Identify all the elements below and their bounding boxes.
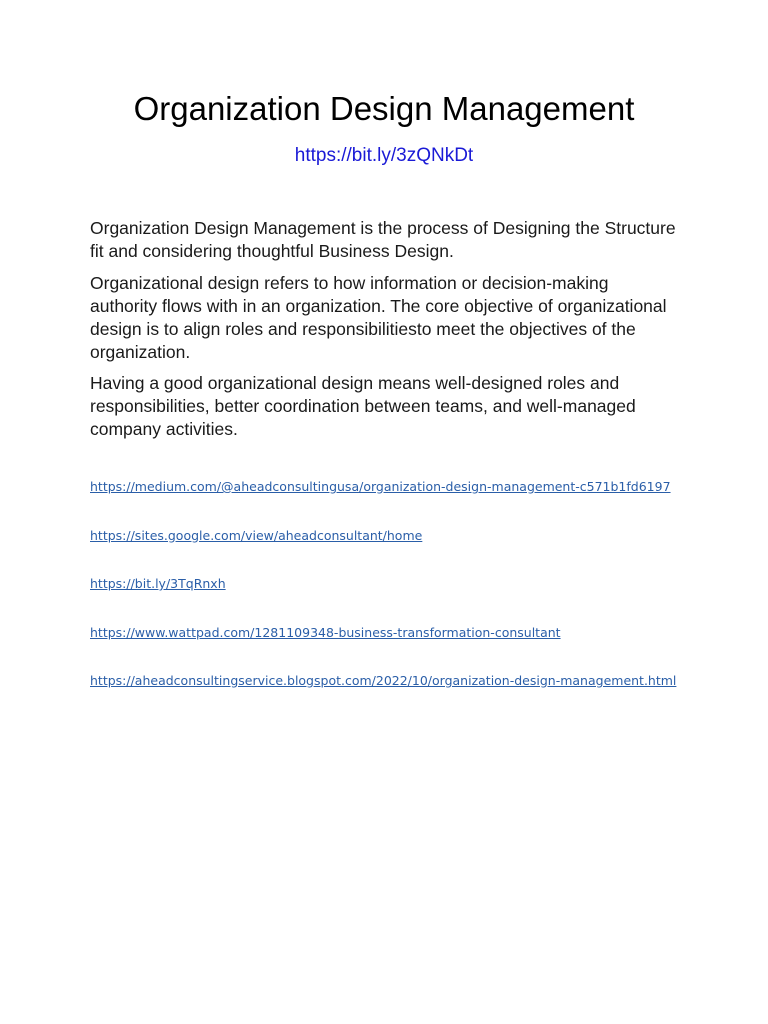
paragraph-definition: Organizational design refers to how information or decision-making authority flows with in an organization. The core objective of organizational design is to align roles and responsibilitiesto meet the objectives of the organization. bbox=[90, 273, 667, 362]
title-link[interactable]: https://bit.ly/3zQNkDt bbox=[294, 145, 474, 166]
paragraph-benefits: Having a good organizational design means well-designed roles and responsibilities, better coordination between teams, and well-managed company activities. bbox=[90, 373, 636, 439]
link-list bbox=[90, 478, 730, 721]
link-medium[interactable]: https://medium.com/@aheadconsultingusa/organization-design-management-c571b1fd6197 bbox=[90, 479, 671, 494]
list-item bbox=[90, 478, 730, 527]
link-google-sites[interactable]: https://sites.google.com/view/aheadconsultant/home bbox=[90, 527, 423, 543]
link-wattpad[interactable]: https://www.wattpad.com/1281109348-business-transformation-consultant bbox=[90, 624, 561, 640]
list-item bbox=[90, 672, 730, 721]
page-title: Organization Design Management bbox=[133, 90, 635, 127]
list-item bbox=[90, 527, 730, 576]
list-item bbox=[90, 624, 730, 673]
paragraph-intro: Organization Design Management is the process of Designing the Structure fit and considering thoughtful Business Design. bbox=[90, 218, 676, 261]
link-bitly[interactable]: https://bit.ly/3TqRnxh bbox=[90, 576, 226, 591]
list-item bbox=[90, 575, 730, 624]
link-blogspot[interactable]: https://aheadconsultingservice.blogspot.com/2022/10/organization-design-management.html bbox=[90, 673, 677, 688]
